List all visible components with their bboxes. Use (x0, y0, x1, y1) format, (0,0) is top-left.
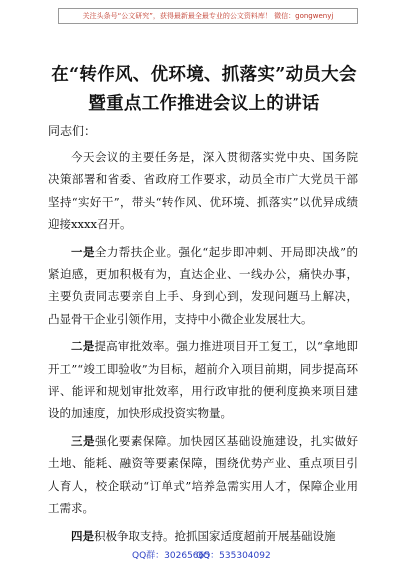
paragraph-1-lead: 一是 (71, 244, 95, 259)
paragraph-1 (48, 241, 358, 331)
paragraph-2-lead: 二是 (71, 339, 95, 354)
paragraph-3-text: 强化要素保障。加快园区基础设施建设，扎实做好土地、能耗、融资等要素保障，围绕优势产业、重点项目引人育人，校企联动“订单式”培养急需实用人才，保障企业用工需求。 (48, 433, 359, 516)
promo-banner: 关注头条号“公文研究”，获得最新最全最专业的公文资料库！ 微信：gongwenyj (58, 8, 358, 24)
salutation: 同志们： (48, 124, 97, 138)
paragraph-1-text: 全力帮扶企业。强化“起步即冲刺、开局即决战”的紧迫感，更加积极有为，直达企业、一线办公，痛快办事，主要负责同志要亲自上手、身到心到，发现问题马上解决，凸显骨干企业引领作用，支持中小微企业发展壮大。 (48, 244, 359, 326)
paragraph-3-lead: 三是 (71, 433, 95, 448)
paragraph-intro: 今天会议的主要任务是，深入贯彻落实党中央、国务院决策部署和省委、省政府工作要求，动员全市广大党员干部坚持“实好干”，带头“转作风、优环境、抓落实”以优异成绩迎接xxxx召开。 (48, 150, 358, 232)
document-title-line-1: 在“转作风、优环境、抓落实”动员大会 (51, 65, 357, 85)
footer-qq-number: QQ：535304092 (196, 551, 271, 561)
paragraph-3 (48, 430, 358, 520)
document-title-line-2: 暨重点工作推进会议上的讲话 (88, 94, 320, 114)
paragraph-4 (48, 525, 358, 547)
paragraph-4-lead: 四是 (71, 528, 94, 543)
footer-qq-group: QQ群：30265665 (132, 551, 210, 561)
paragraph-4-text: 积极争取支持。抢抓国家适度超前开展基础设施 (94, 528, 336, 543)
paragraph-2-text: 提高审批效率。强力推进项目开工复工，以“拿地即开工”“竣工即验收”为目标，超前介入项目前期，同步提高环评、能评和规划审批效率，用行政审批的便利度换来项目建设的加速度，加快形成投资实物量。 (48, 339, 358, 421)
speech-body (48, 146, 358, 552)
paragraph-2 (48, 335, 358, 425)
